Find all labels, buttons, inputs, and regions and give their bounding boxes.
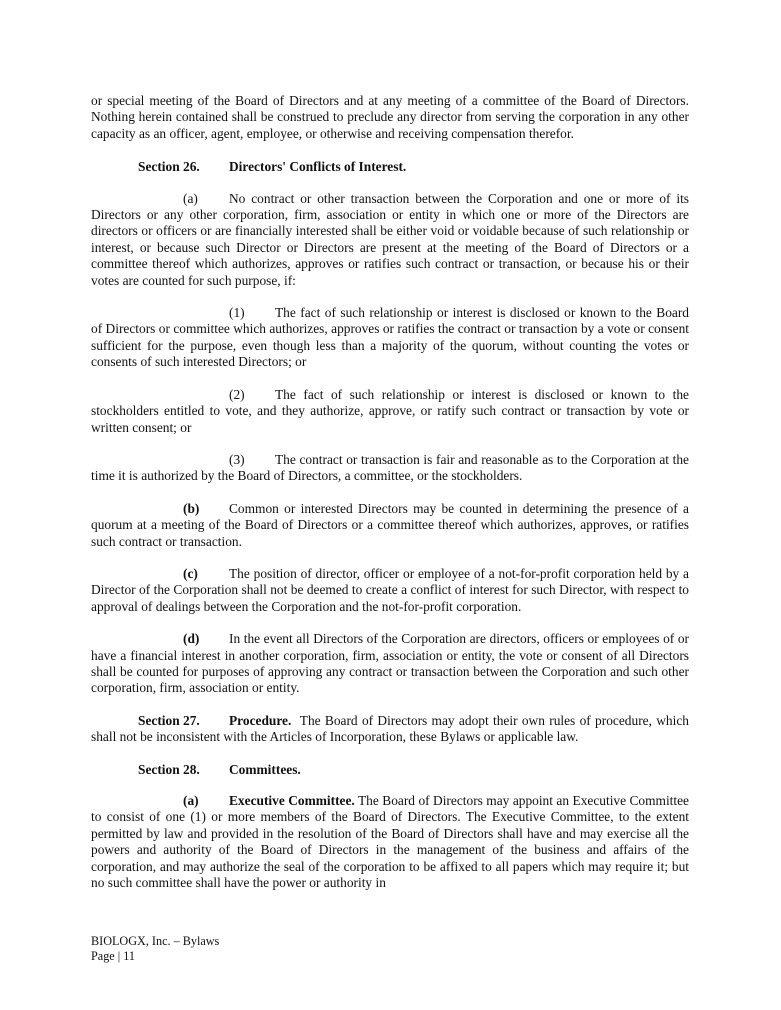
document-body bbox=[91, 93, 689, 907]
section-26-a-3 bbox=[91, 452, 689, 485]
clause-marker: (d) bbox=[183, 631, 200, 647]
item-text: The fact of such relationship or interest is disclosed or known to the stockholders entitled to vote, and they authorize, approve, or ratify such contract or transaction by vote or written consent; or bbox=[91, 386, 689, 435]
section-26-c bbox=[91, 566, 689, 615]
section-27-text: The Board of Directors may adopt their own rules of procedure, which shall not be inconsistent with the Articles of Incorporation, these Bylaws or applicable law. bbox=[91, 712, 689, 745]
clause-marker: (b) bbox=[183, 500, 200, 516]
section-26-title: Directors' Conflicts of Interest. bbox=[229, 159, 407, 175]
section-28-title: Committees. bbox=[229, 761, 301, 777]
clause-text: No contract or other transaction between the Corporation and one or more of its Directors or any other corporation, firm, association or entity in which one or more of the Directors are directors or officers or are financially interested shall be either void or voidable because of such relationship or interest, or because such Director or Directors are present at the meeting of the Board of Directors or a committee thereof which authorizes, approves or ratifies such contract or transaction, or because his or their votes are counted for such purpose, if: bbox=[91, 190, 689, 288]
clause-marker: (a) bbox=[183, 793, 199, 808]
section-27-title: Procedure. bbox=[229, 712, 292, 728]
clause-marker: (c) bbox=[183, 565, 198, 581]
clause-marker: (a) bbox=[183, 190, 198, 206]
item-marker: (1) bbox=[229, 305, 245, 321]
section-27 bbox=[91, 713, 689, 746]
intro-paragraph: or special meeting of the Board of Directors and at any meeting of a committee of the Board of Directors. Nothing herein contained shall be construed to preclude any director from serving the corporation in any other capacity as an officer, agent, employee, or otherwise and receiving compensation therefor. bbox=[91, 93, 689, 141]
item-marker: (2) bbox=[229, 386, 245, 402]
clause-title: Executive Committee. bbox=[229, 793, 355, 808]
clause-text: In the event all Directors of the Corporation are directors, officers or employees of or have a financial interest in another corporation, firm, association or entity, the vote or consent of all Directors shall be counted for purposes of approving any contract or transaction between the Corporation and such other corporation, firm, association or entity. bbox=[91, 631, 689, 696]
section-28-a bbox=[91, 793, 689, 891]
section-26-d bbox=[91, 631, 689, 697]
clause-text: Common or interested Directors may be counted in determining the presence of a quorum at a meeting of the Board of Directors or a committee thereof which authorizes, approves, or ratifies such contract or transaction. bbox=[91, 500, 689, 549]
section-26-b bbox=[91, 501, 689, 550]
section-26-a bbox=[91, 191, 689, 289]
clause-text: The Board of Directors may appoint an Executive Committee to consist of one (1) or more members of the Board of Directors. The Executive Committee, to the extent permitted by law and provided in the resolution of the Board of Directors shall have and may exercise all the powers and authority of the Board of Directors in the management of the business and affairs of the corporation, and may authorize the seal of the corporation to be affixed to all papers which may require it; but no such committee shall have the power or authority in bbox=[91, 793, 690, 891]
section-27-number: Section 27. bbox=[138, 712, 200, 728]
section-26-a-2 bbox=[91, 387, 689, 436]
item-text: The fact of such relationship or interest is disclosed or known to the Board of Directors or committee which authorizes, approves or ratifies the contract or transaction by a vote or consent sufficient for the purpose, even though less than a majority of the quorum, without counting the votes or consents of such interested Directors; or bbox=[91, 305, 689, 370]
item-marker: (3) bbox=[229, 451, 245, 467]
section-28-heading bbox=[138, 762, 689, 778]
section-28-number: Section 28. bbox=[138, 761, 200, 777]
footer-document-name: BIOLOGX, Inc. – Bylaws bbox=[91, 934, 220, 948]
section-26-number: Section 26. bbox=[138, 159, 200, 175]
page-footer bbox=[91, 934, 219, 964]
clause-text: The position of director, officer or employee of a not-for-profit corporation held by a Director of the Corporation shall not be deemed to create a conflict of interest for such Director, with respect to approval of dealings between the Corporation and the not-for-profit corporation. bbox=[91, 565, 689, 614]
footer-page-number: Page | 11 bbox=[91, 949, 135, 963]
item-text: The contract or transaction is fair and reasonable as to the Corporation at the time it is authorized by the Board of Directors, a committee, or the stockholders. bbox=[91, 451, 689, 484]
section-26-a-1 bbox=[91, 305, 689, 371]
section-26-heading bbox=[138, 159, 689, 175]
